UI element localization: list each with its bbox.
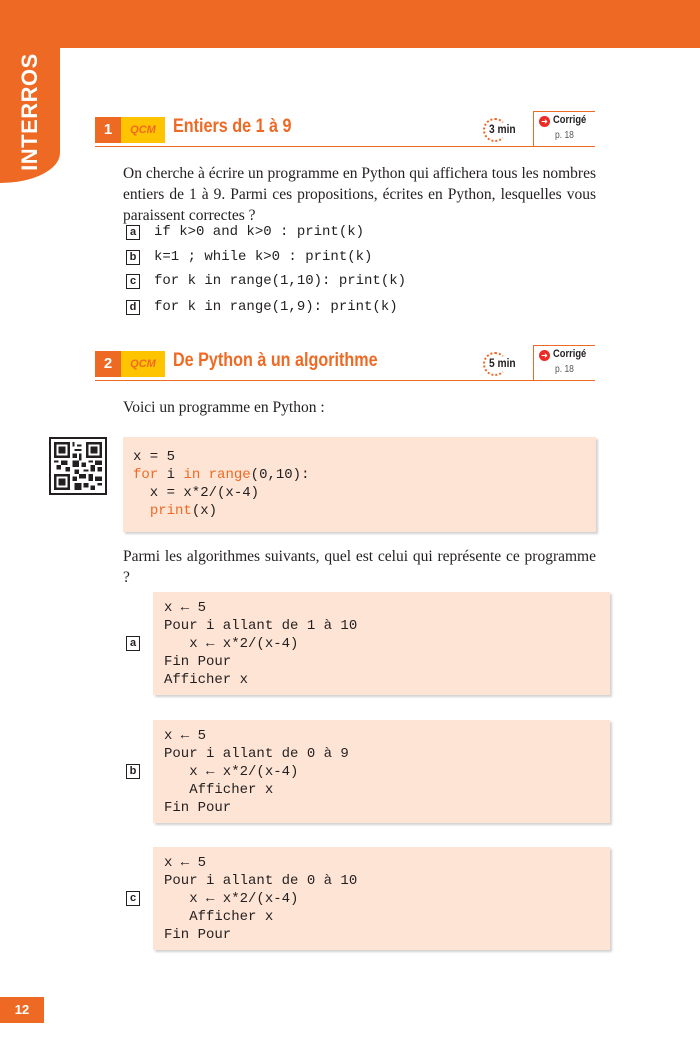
code-line: x = x*2/(x-4) — [133, 485, 260, 501]
q1-intro: On cherche à écrire un programme en Python qui affichera tous les nombres entiers de 1 à 9. Parmi ces propositions, écrites en Python, lesquelles vous paraissent correctes ? — [123, 165, 596, 224]
option-letter-a[interactable]: a — [126, 225, 140, 240]
corrige-label: Corrigé — [553, 348, 587, 360]
algo-letter-c[interactable]: c — [126, 891, 140, 906]
algo-line: x ← 5 — [164, 728, 207, 744]
algo-line: Afficher x — [164, 909, 274, 925]
algorithm-block-a — [153, 592, 610, 695]
section-number: 1 — [95, 117, 121, 143]
code-keyword: print — [149, 503, 192, 519]
section-number: 2 — [95, 351, 121, 377]
algo-line: x ← 5 — [164, 600, 207, 616]
algorithm-block-c — [153, 847, 610, 950]
code-line — [133, 503, 217, 519]
code-keyword: in — [183, 467, 201, 483]
code-line: x = 5 — [133, 449, 176, 465]
corrige-label: Corrigé — [553, 114, 587, 126]
top-band — [0, 0, 700, 48]
algo-line: Pour i allant de 1 à 10 — [164, 618, 358, 634]
algo-letter-a[interactable]: a — [126, 636, 140, 651]
option-letter-c[interactable]: c — [126, 274, 140, 289]
side-tab-label: INTERROS — [17, 53, 42, 171]
algo-line: Afficher x — [164, 672, 249, 688]
algo-line: Pour i allant de 0 à 9 — [164, 746, 349, 762]
corrige-page: p. 18 — [555, 364, 574, 375]
option-code-b: k=1 ; while k>0 : print(k) — [154, 249, 373, 265]
corrige-page: p. 18 — [555, 130, 574, 141]
corrige-link[interactable] — [533, 345, 595, 380]
algo-line: x ← x*2/(x-4) — [164, 636, 299, 652]
option-code-d: for k in range(1,9): print(k) — [154, 299, 398, 315]
code-text — [200, 467, 208, 483]
qcm-badge: QCM — [121, 351, 165, 377]
code-keyword: range — [208, 467, 251, 483]
section-title: De Python à un algorithme — [173, 350, 378, 371]
timer-duration: 5 min — [489, 356, 516, 370]
algo-line: Pour i allant de 0 à 10 — [164, 873, 358, 889]
qcm-badge: QCM — [121, 117, 165, 143]
code-text: i — [158, 467, 184, 483]
arrow-circle-icon: ➜ — [539, 350, 550, 361]
section-title: Entiers de 1 à 9 — [173, 116, 292, 137]
code-line — [133, 467, 309, 483]
corrige-link[interactable] — [533, 111, 595, 146]
algo-line: x ← x*2/(x-4) — [164, 764, 299, 780]
code-text — [133, 503, 150, 519]
section-header-2 — [95, 349, 595, 381]
option-code-c: for k in range(1,10): print(k) — [154, 273, 407, 289]
qr-code-icon[interactable] — [49, 437, 107, 495]
algo-line: Fin Pour — [164, 800, 232, 816]
algorithm-block-b — [153, 720, 610, 823]
q2-intro: Voici un programme en Python : — [123, 399, 325, 416]
algo-line: Fin Pour — [164, 927, 232, 943]
page-number: 12 — [0, 997, 44, 1023]
timer — [483, 351, 525, 379]
code-text: (x) — [191, 503, 218, 519]
code-text: (0,10): — [250, 467, 310, 483]
option-letter-b[interactable]: b — [126, 250, 140, 265]
algo-line: Afficher x — [164, 782, 274, 798]
code-keyword: for — [133, 467, 159, 483]
algo-line: x ← 5 — [164, 855, 207, 871]
q2-question: Parmi les algorithmes suivants, quel est celui qui représente ce programme ? — [123, 548, 596, 586]
arrow-circle-icon: ➜ — [539, 116, 550, 127]
section-header-1 — [95, 115, 595, 147]
algo-letter-b[interactable]: b — [126, 764, 140, 779]
timer — [483, 117, 525, 145]
option-letter-d[interactable]: d — [126, 300, 140, 315]
option-code-a: if k>0 and k>0 : print(k) — [154, 224, 365, 240]
algo-line: x ← x*2/(x-4) — [164, 891, 299, 907]
algo-line: Fin Pour — [164, 654, 232, 670]
python-code-block — [123, 437, 596, 532]
timer-duration: 3 min — [489, 122, 516, 136]
